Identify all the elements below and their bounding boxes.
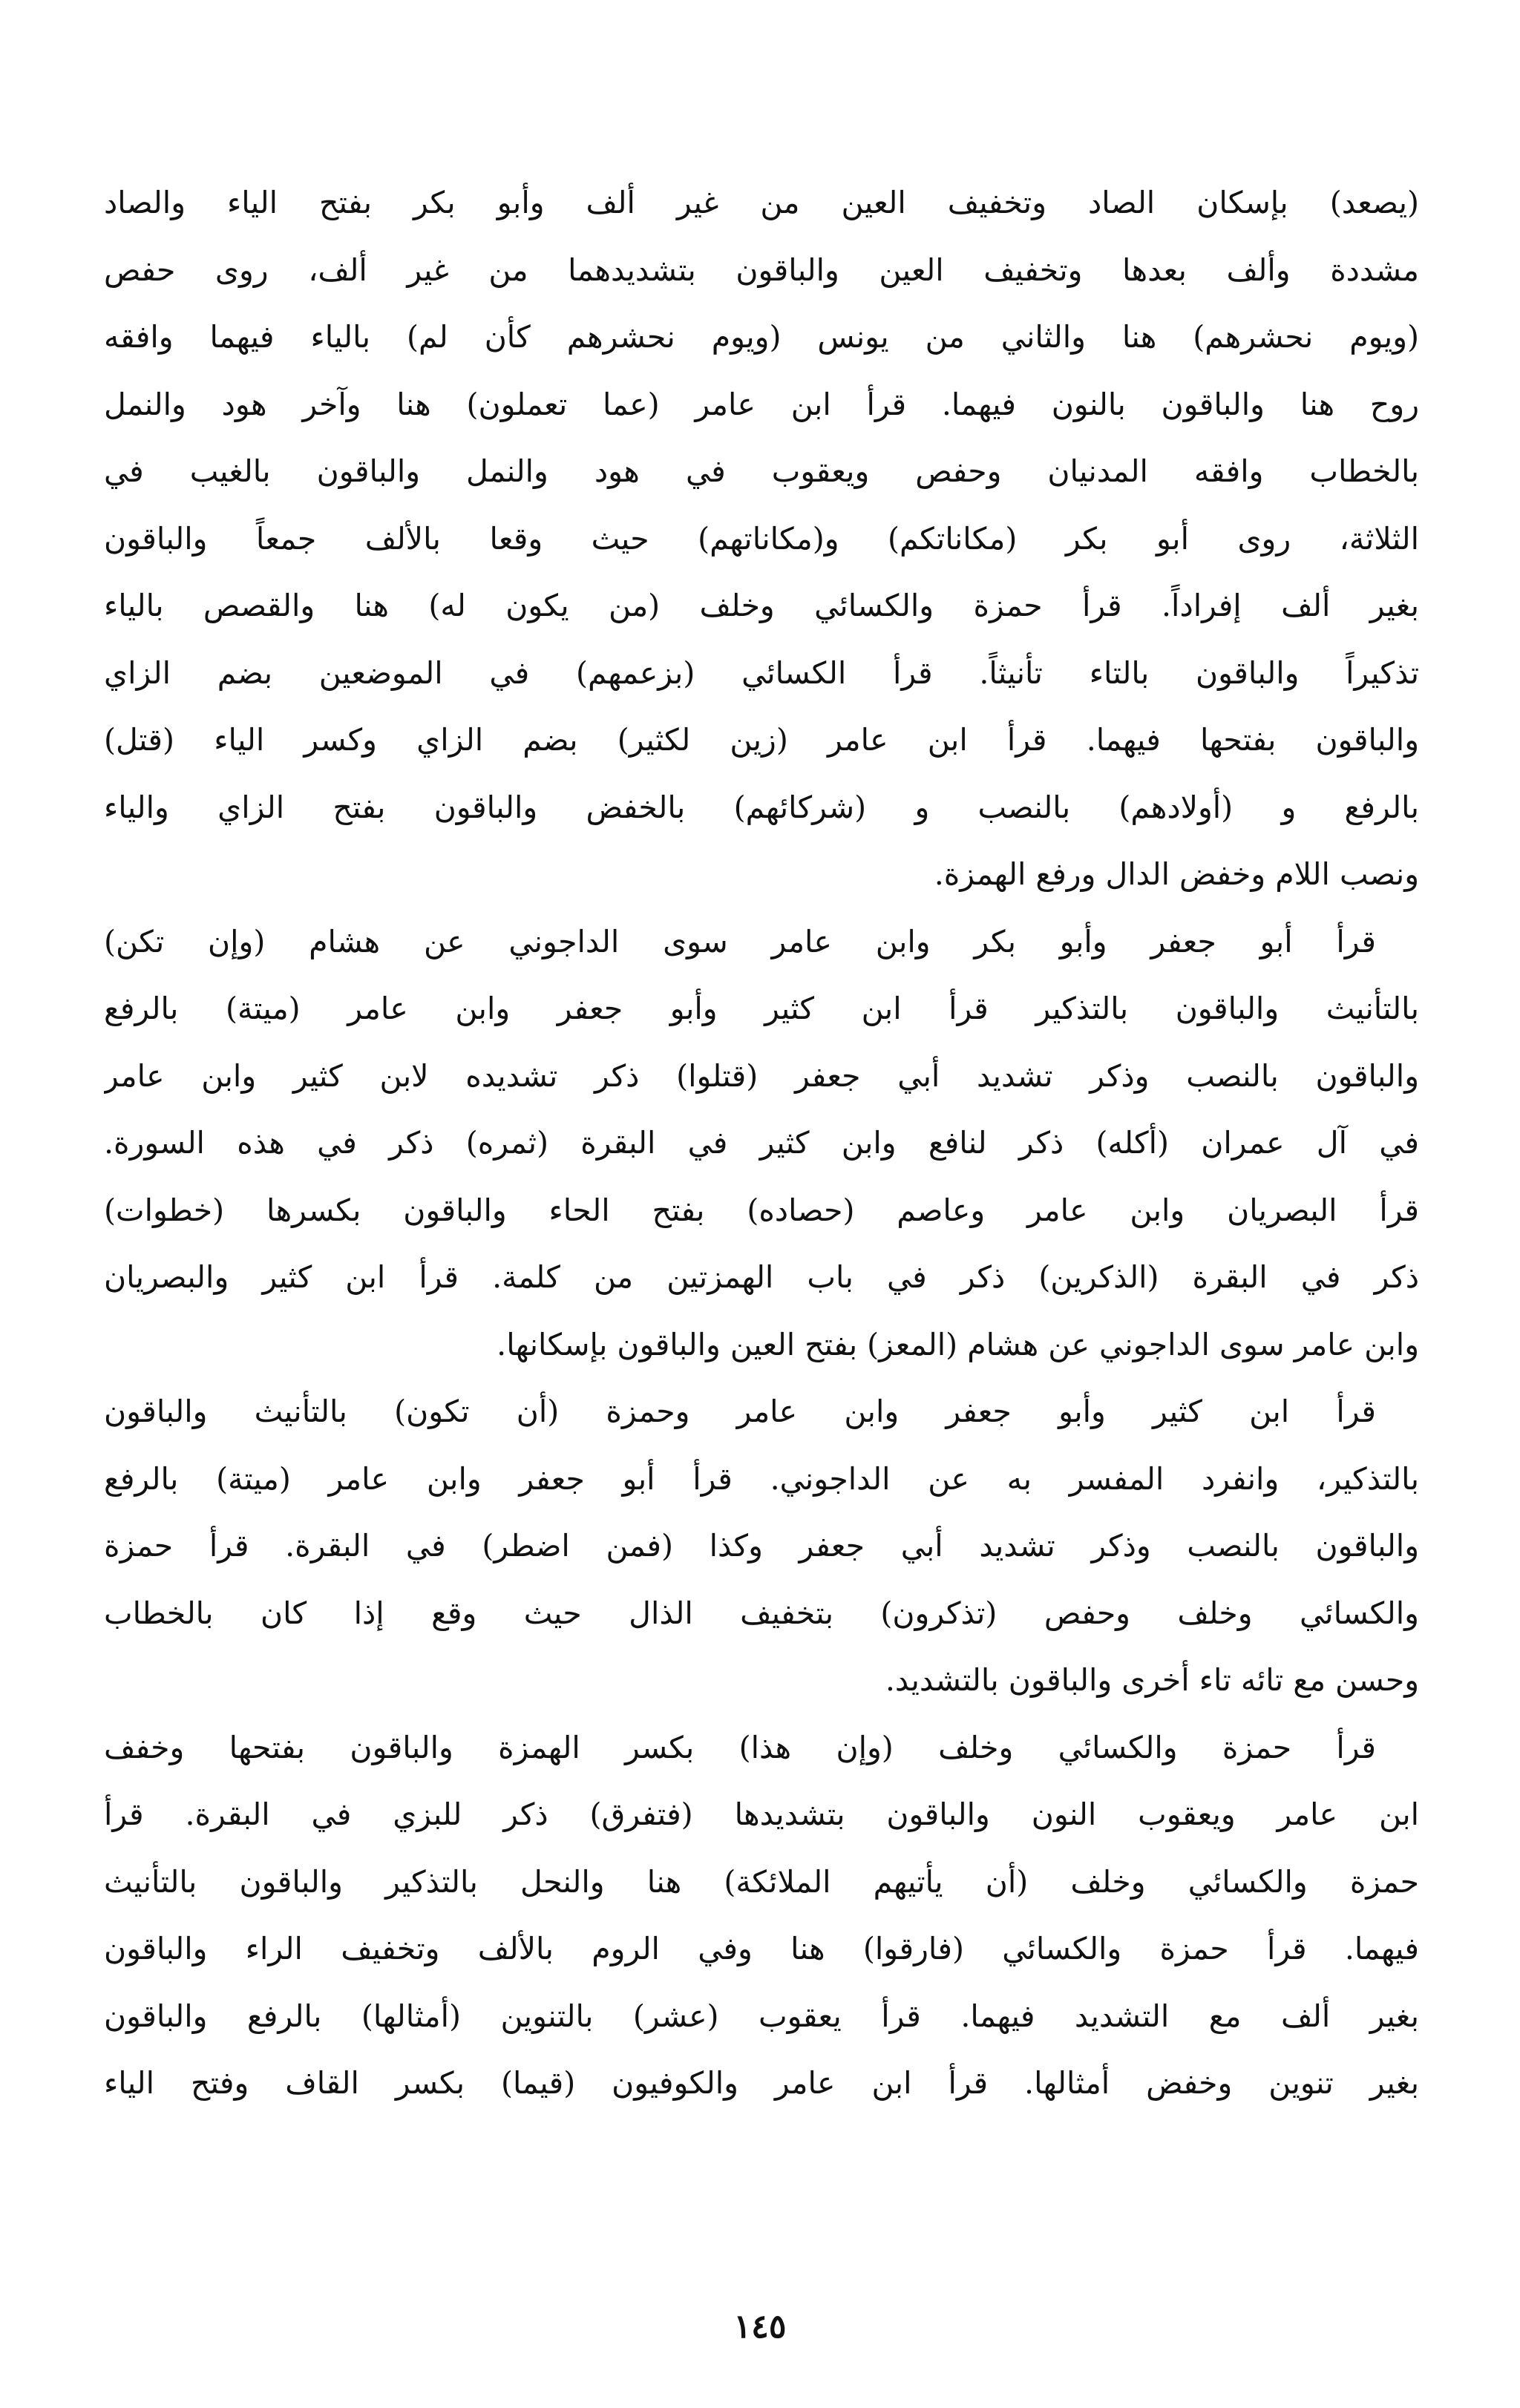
page-number: ١٤٥ [733, 2308, 787, 2346]
text-line: بالتأنيث والباقون بالتذكير قرأ ابن كثير وأبو جعفر وابن عامر (ميتة) بالرفع [104, 991, 1419, 1026]
text-line: والباقون بفتحها فيهما. قرأ ابن عامر (زين لكثير) بضم الزاي وكسر الياء (قتل) [104, 722, 1419, 758]
text-line: بغير ألف مع التشديد فيهما. قرأ يعقوب (عشر) بالتنوين (أمثالها) بالرفع والباقون [104, 1998, 1419, 2034]
text-line: والكسائي وخلف وحفص (تذكرون) بتخفيف الذال حيث وقع إذا كان بالخطاب [104, 1595, 1419, 1631]
text-line: قرأ حمزة والكسائي وخلف (وإن هذا) بكسر الهمزة والباقون بفتحها وخفف [104, 1729, 1376, 1765]
text-line: والباقون بالنصب وذكر تشديد أبي جعفر (قتلوا) ذكر تشديده لابن كثير وابن عامر [104, 1057, 1419, 1094]
text-line: حمزة والكسائي وخلف (أن يأتيهم الملائكة) هنا والنحل بالتذكير والباقون بالتأنيث [104, 1863, 1419, 1900]
page-body-text [104, 169, 1419, 2117]
text-line: والباقون بالنصب وذكر تشديد أبي جعفر وكذا (فمن اضطر) في البقرة. قرأ حمزة [104, 1528, 1419, 1564]
paragraph-3 [104, 1378, 1419, 1714]
text-line: الثلاثة، روى أبو بكر (مكاناتكم) و(مكاناتهم) حيث وقعا بالألف جمعاً والباقون [104, 520, 1419, 557]
text-line: ابن عامر ويعقوب النون والباقون بتشديدها (فتفرق) ذكر للبزي في البقرة. قرأ [104, 1797, 1419, 1832]
text-line: (يصعد) بإسكان الصاد وتخفيف العين من غير ألف وأبو بكر بفتح الياء والصاد [104, 185, 1419, 220]
paragraph-4 [104, 1714, 1419, 2117]
text-line: بالخطاب وافقه المدنيان وحفص ويعقوب في هود والنمل والباقون بالغيب في [104, 453, 1419, 489]
text-line: فيهما. قرأ حمزة والكسائي (فارقوا) هنا وفي الروم بالألف وتخفيف الراء والباقون [104, 1931, 1419, 1966]
text-line: (ويوم نحشرهم) هنا والثاني من يونس (ويوم نحشرهم كأن لم) بالياء فيهما وافقه [104, 319, 1419, 355]
text-line: بغير تنوين وخفض أمثالها. قرأ ابن عامر والكوفيون (قيما) بكسر القاف وفتح الياء [104, 2065, 1419, 2101]
text-line: وابن عامر سوى الداجوني عن هشام (المعز) بفتح العين والباقون بإسكانها. [497, 1326, 1419, 1362]
text-line: قرأ ابن كثير وأبو جعفر وابن عامر وحمزة (أن تكون) بالتأنيث والباقون [104, 1394, 1376, 1429]
text-line: بغير ألف إفراداً. قرأ حمزة والكسائي وخلف (من يكون له) هنا والقصص بالياء [104, 588, 1419, 623]
text-line: ونصب اللام وخفض الدال ورفع الهمزة. [934, 856, 1419, 892]
text-line: ذكر في البقرة (الذكرين) ذكر في باب الهمزتين من كلمة. قرأ ابن كثير والبصريان [104, 1259, 1419, 1295]
text-line: وحسن مع تائه تاء أخرى والباقون بالتشديد. [885, 1662, 1419, 1698]
paragraph-1 [104, 169, 1419, 908]
text-line: مشددة وألف بعدها وتخفيف العين والباقون بتشديدهما من غير ألف، روى حفص [104, 252, 1419, 288]
text-line: بالرفع و (أولادهم) بالنصب و (شركائهم) بالخفض والباقون بفتح الزاي والياء [104, 789, 1419, 825]
text-line: روح هنا والباقون بالنون فيهما. قرأ ابن عامر (عما تعملون) هنا وآخر هود والنمل [104, 386, 1419, 422]
text-line: قرأ البصريان وابن عامر وعاصم (حصاده) بفتح الحاء والباقون بكسرها (خطوات) [104, 1192, 1419, 1228]
text-line: بالتذكير، وانفرد المفسر به عن الداجوني. قرأ أبو جعفر وابن عامر (ميتة) بالرفع [104, 1460, 1419, 1497]
text-line: تذكيراً والباقون بالتاء تأنيثاً. قرأ الكسائي (بزعمهم) في الموضعين بضم الزاي [104, 655, 1419, 691]
text-line: في آل عمران (أكله) ذكر لنافع وابن كثير في البقرة (ثمره) ذكر في هذه السورة. [104, 1125, 1419, 1161]
text-line: قرأ أبو جعفر وأبو بكر وابن عامر سوى الداجوني عن هشام (وإن تكن) [104, 923, 1376, 959]
paragraph-2 [104, 908, 1419, 1379]
